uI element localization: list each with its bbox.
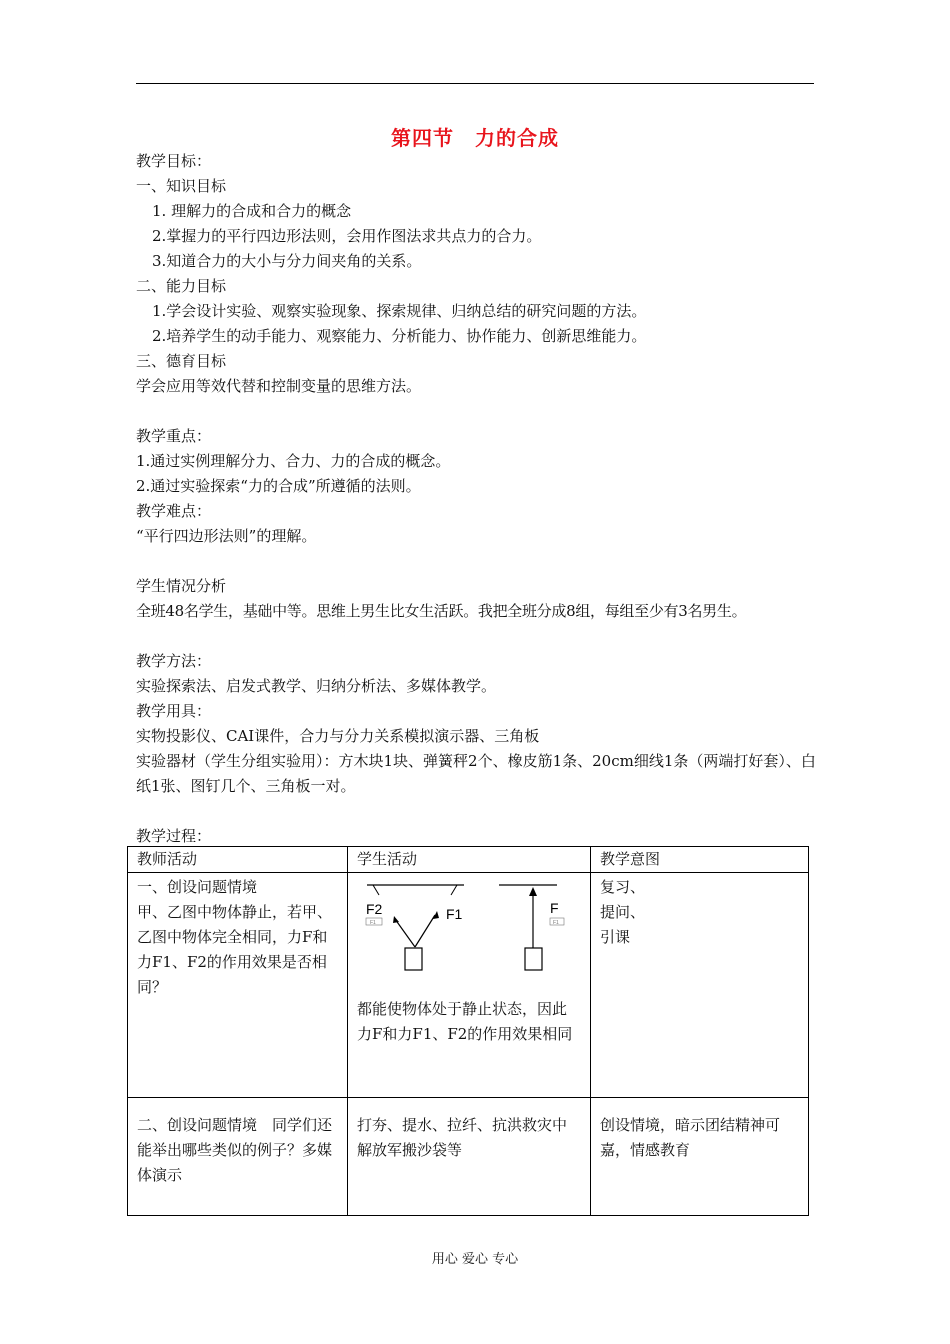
- key-point-1: 1.通过实例理解分力、合力、力的合成的概念。: [136, 452, 451, 470]
- ability-goals-heading: 二、能力目标: [136, 277, 227, 295]
- row1-teacher-text: 一、创设问题情境 甲、乙图中物体静止，若甲、乙图中物体完全相同，力F和力F1、F2的作用效果是否相同？: [137, 878, 333, 996]
- row1-student: [348, 873, 591, 1098]
- methods-text: 实验探索法、启发式教学、归纳分析法、多媒体教学。: [136, 677, 497, 695]
- page-footer: 用心 爱心 专心: [431, 1252, 519, 1267]
- arrow-f: [529, 887, 537, 896]
- label-f2: F2: [366, 901, 383, 917]
- label-tag-2-text: F1: [553, 920, 559, 926]
- row2-teacher-text: 二、创设问题情境 同学们还能举出哪些类似的例子？多媒体演示: [137, 1116, 333, 1184]
- difficulty-heading: 教学难点：: [136, 502, 212, 520]
- label-f: F: [550, 900, 559, 916]
- table-header-row: [128, 847, 809, 873]
- ceiling-1-right-tick: [451, 885, 457, 895]
- row1-teacher: [128, 873, 348, 1098]
- weight-1: [405, 948, 422, 970]
- page-title: 第四节 力的合成: [391, 126, 559, 150]
- arrow-f2: [393, 916, 399, 923]
- label-tag-1-text: F1: [370, 920, 376, 926]
- tools-heading: 教学用具：: [136, 702, 212, 720]
- row2-intent: [591, 1098, 809, 1216]
- string-f2: [395, 919, 415, 947]
- weight-2: [525, 948, 542, 970]
- student-analysis-heading: 学生情况分析: [136, 577, 227, 595]
- force-diagram-svg: [357, 873, 581, 991]
- header-rule: [136, 83, 814, 84]
- key-point-2: 2.通过实验探索“力的合成”所遵循的法则。: [136, 477, 421, 495]
- ability-goal-1: 1.学会设计实验、观察实验现象、探索规律、归纳总结的研究问题的方法。: [152, 302, 647, 320]
- moral-goals-heading: 三、德育目标: [136, 352, 227, 370]
- process-heading: 教学过程：: [136, 827, 212, 845]
- goals-heading: 教学目标：: [136, 152, 212, 170]
- difficulty-text: “平行四边形法则”的理解。: [136, 527, 317, 545]
- process-table: [127, 846, 809, 1216]
- key-points-heading: 教学重点：: [136, 427, 212, 445]
- string-f1: [415, 915, 435, 947]
- table-row: [128, 873, 809, 1098]
- ceiling-1-left-tick: [373, 885, 379, 895]
- knowledge-goals-heading: 一、知识目标: [136, 177, 227, 195]
- methods-heading: 教学方法：: [136, 652, 212, 670]
- header-teacher: 教师活动: [128, 847, 348, 873]
- tools-text: 实物投影仪、CAI课件，合力与分力关系模拟演示器、三角板: [136, 727, 540, 745]
- knowledge-goal-1: 1. 理解力的合成和合力的概念: [152, 202, 352, 220]
- knowledge-goal-2: 2.掌握力的平行四边形法则，会用作图法求共点力的合力。: [152, 227, 542, 245]
- row2-student-text: 打夯、提水、拉纤、抗洪救灾中解放军搬沙袋等: [357, 1116, 568, 1159]
- row1-student-text: 都能使物体处于静止状态，因此力F和力F1、F2的作用效果相同: [357, 1000, 573, 1043]
- row1-intent: [591, 873, 809, 1098]
- header-intent: 教学意图: [591, 847, 809, 873]
- ability-goal-2: 2.培养学生的动手能力、观察能力、分析能力、协作能力、创新思维能力。: [152, 327, 647, 345]
- moral-goal: 学会应用等效代替和控制变量的思维方法。: [136, 377, 422, 395]
- table-row: [128, 1098, 809, 1216]
- student-analysis-text: 全班48名学生，基础中等。思维上男生比女生活跃。我把全班分成8组，每组至少有3名男生。: [136, 602, 747, 620]
- row2-intent-text: 创设情境，暗示团结精神可嘉，情感教育: [600, 1116, 781, 1159]
- knowledge-goal-3: 3.知道合力的大小与分力间夹角的关系。: [152, 252, 422, 270]
- force-diagram: [357, 873, 581, 991]
- header-student: 学生活动: [348, 847, 591, 873]
- arrow-f1: [433, 911, 439, 919]
- document-body: [136, 149, 816, 849]
- label-f1: F1: [446, 906, 463, 922]
- row2-teacher: [128, 1098, 348, 1216]
- equipment-text: 实验器材（学生分组实验用）：方木块1块、弹簧秤2个、橡皮筋1条、20cm细线1条（两端打好套）、白纸1张、图钉几个、三角板一对。: [136, 752, 816, 795]
- row2-student: [348, 1098, 591, 1216]
- row1-intent-text: 复习、 提问、 引课: [600, 878, 646, 946]
